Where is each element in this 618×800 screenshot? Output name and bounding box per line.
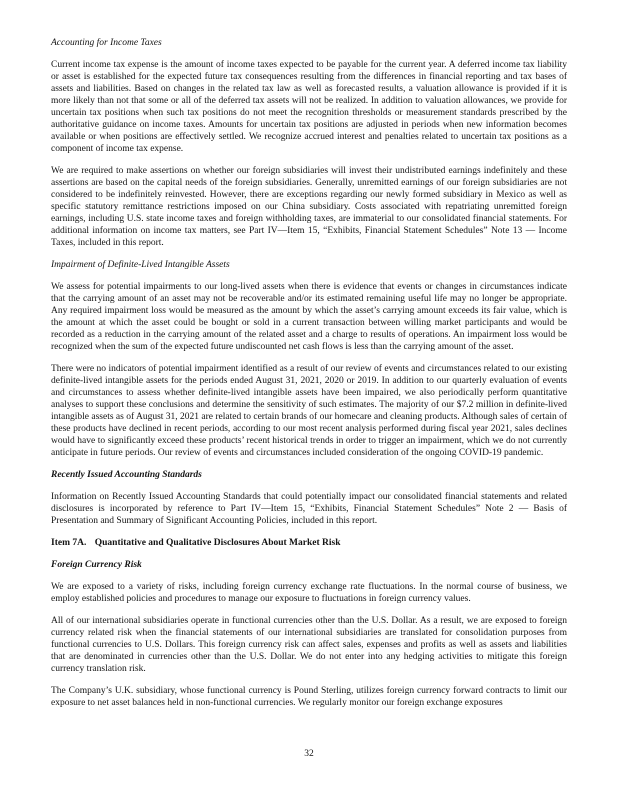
paragraph-recently-issued-standards: Information on Recently Issued Accounting Standards that could potentially impact our consolidated financial statements and related disclosures is incorporated by reference to Part IV—Item 15, “Exhibits, Financial Statement Schedules” Note 2 — Basis of Presentation and Summary of Significant Accounting Policies, included in this report.: [51, 492, 567, 526]
paragraph-current-income-tax: Current income tax expense is the amount of income taxes expected to be payable for the current year. A deferred income tax liability or asset is established for the expected future tax consequences resulting from the differences in financial reporting and tax bases of assets and liabilities. Based on changes in the related tax law as well as forecasted results, a valuation allowance is provided if it is more likely than not that some or all of the deferred tax assets will not be realized. In addition to valuation allowances, we provide for uncertain tax positions when such tax positions do not meet the recognition thresholds or measurement standards prescribed by the authoritative guidance on income taxes. Amounts for uncertain tax positions are adjusted in periods when new information becomes available or when positions are effectively settled. We recognize accrued interest and penalties related to uncertain tax positions as a component of income tax expense.: [51, 60, 567, 154]
section-heading-impairment-intangible-assets: Impairment of Definite-Lived Intangible Assets: [51, 260, 230, 270]
page-content: [51, 37, 567, 719]
paragraph-no-impairment-indicators: There were no indicators of potential impairment identified as a result of our review of events and circumstances related to our existing definite-lived intangible assets for the periods ended August 31, 2021, 2020 or 2019. In addition to our quarterly evaluation of events and circumstances to assess whether definite-lived intangible assets have been impaired, we also periodically perform quantitative analyses to support these conclusions and determine the sensitivity of such estimates. The majority of our $7.2 million in definite-lived intangible assets as of August 31, 2021 are related to certain brands of our homecare and cleaning products. Although sales of certain of these products have declined in recent periods, according to our most recent analysis performed during fiscal year 2021, sales declines would have to significantly exceed these products’ recent historical trends in order to trigger an impairment, which we do not currently anticipate in future periods. Our review of events and circumstances included consideration of the ongoing COVID-19 pandemic.: [51, 364, 568, 458]
item-7a-label: Item 7A.: [51, 538, 87, 548]
paragraph-international-subsidiaries-currencies: All of our international subsidiaries operate in functional currencies other than the U.S. Dollar. As a result, we are exposed to foreign currency related risk when the financial statements of our international subsidiaries are translated for consolidation purposes from functional currencies to U.S. Dollars. This foreign currency risk can affect sales, expenses and profits as well as assets and liabilities that are denominated in currencies other than the U.S. Dollar. We do not enter into any hedging activities to mitigate this foreign currency translation risk.: [51, 616, 567, 674]
paragraph-uk-subsidiary-forward-contracts: The Company’s U.K. subsidiary, whose functional currency is Pound Sterling, utilizes foreign currency forward contracts to limit our exposure to net asset balances held in non-functional currencies. We regularly monitor our foreign exchange exposures: [51, 686, 567, 708]
paragraph-impairment-assessment: We assess for potential impairments to our long-lived assets when there is evidence that events or changes in circumstances indicate that the carrying amount of an asset may not be recoverable and/or its estimated remaining useful life may no longer be appropriate. Any required impairment loss would be measured as the amount by which the asset’s carrying amount exceeds its fair value, which is the amount at which the asset could be bought or sold in a current transaction between willing market participants and would be recorded as a reduction in the carrying amount of the related asset and a charge to results of operations. An impairment loss would be recognized when the sum of the expected future undiscounted net cash flows is less than the carrying amount of the asset.: [51, 282, 567, 352]
paragraph-currency-risk-exposure: We are exposed to a variety of risks, including foreign currency exchange rate fluctuations. In the normal course of business, we employ established policies and procedures to manage our exposure to fluctuations in foreign currency values.: [51, 582, 567, 604]
paragraph-foreign-subsidiaries-earnings: We are required to make assertions on whether our foreign subsidiaries will invest their undistributed earnings indefinitely and these assertions are based on the capital needs of the foreign subsidiaries. Generally, unremitted earnings of our foreign subsidiaries are not considered to be indefinitely reinvested. However, there are exceptions regarding our newly formed subsidiary in Mexico as well as specific statutory remittance restrictions imposed on our China subsidiary. Costs associated with repatriating unremitted foreign earnings, including U.S. state income taxes and foreign withholding taxes, are immaterial to our consolidated financial statements. For additional information on income tax matters, see Part IV—Item 15, “Exhibits, Financial Statement Schedules” Note 13 — Income Taxes, included in this report.: [51, 166, 567, 248]
section-heading-accounting-for-income-taxes: Accounting for Income Taxes: [51, 38, 162, 48]
item-7a-heading: [51, 537, 567, 549]
section-heading-recently-issued-accounting-standards: Recently Issued Accounting Standards: [51, 470, 202, 480]
item-7a-title: Quantitative and Qualitative Disclosures About Market Risk: [94, 538, 341, 548]
page-number: 32: [304, 749, 314, 759]
section-heading-foreign-currency-risk: Foreign Currency Risk: [51, 560, 142, 570]
